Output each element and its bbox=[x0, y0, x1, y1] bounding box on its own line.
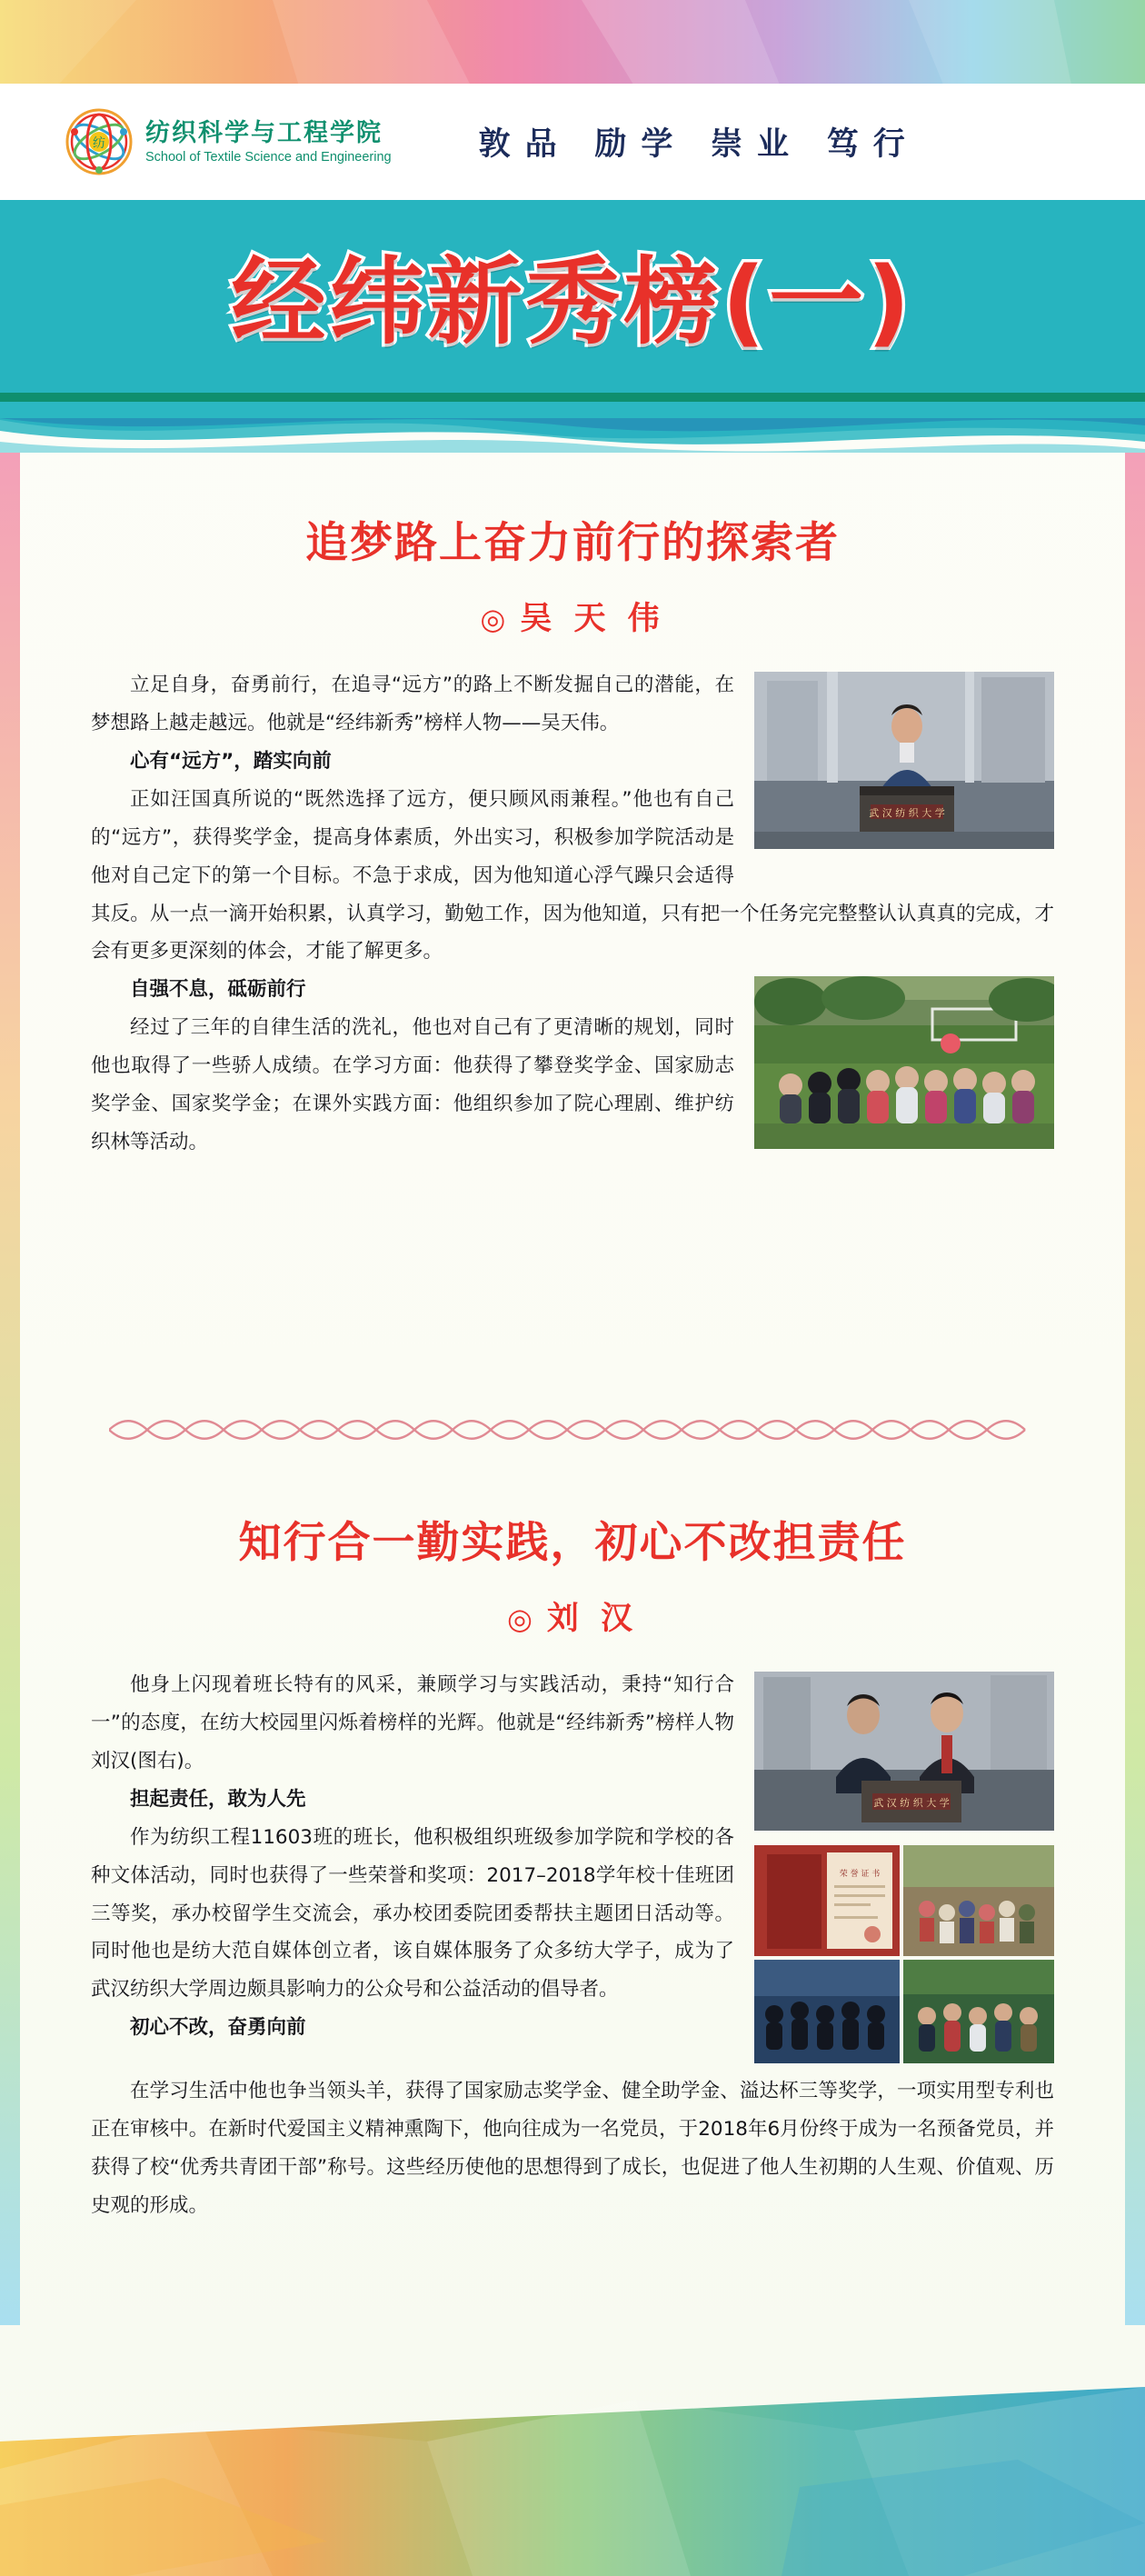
article-2-para-1: 他身上闪现着班长特有的风采，兼顾学习与实践活动，秉持“知行合一”的态度，在纺大校园里闪烁着榜样的光辉。他就是“经纬新秀”榜样人物刘汉(图右)。 bbox=[91, 1673, 734, 1772]
atom-emblem-icon bbox=[65, 108, 133, 175]
article-1-para-1: 立足自身，奋勇前行，在追寻“远方”的路上不断发掘自己的潜能，在梦想路上越走越远。他就是“经纬新秀”榜样人物——吴天伟。 bbox=[91, 674, 734, 734]
top-decorative-band bbox=[0, 0, 1145, 89]
article-2-title: 知行合一勤实践，初心不改担责任 bbox=[238, 1518, 907, 1568]
banner-underline-teal bbox=[0, 402, 1145, 418]
logo-chinese-name: 纺织科学与工程学院 bbox=[145, 118, 383, 146]
article-2-body bbox=[91, 1666, 1054, 2225]
school-logo bbox=[65, 108, 392, 175]
photo-classroom-group bbox=[903, 1960, 1054, 2063]
photo-team-basketball bbox=[754, 1960, 900, 2063]
article-1 bbox=[91, 509, 1054, 1162]
banner-title: 经纬新秀榜(一) bbox=[231, 246, 914, 357]
photo-group-field bbox=[754, 976, 1054, 1149]
svg-text:荣 誉 证 书: 荣 誉 证 书 bbox=[839, 1870, 881, 1879]
photo-outdoor-activity bbox=[903, 1845, 1054, 1956]
banner-block bbox=[0, 200, 1145, 393]
logo-english-name: School of Textile Science and Engineering bbox=[145, 149, 392, 165]
svg-text:纺: 纺 bbox=[93, 136, 105, 151]
banner-wave-strip bbox=[0, 418, 1145, 453]
article-2-author: ◎ 刘 汉 bbox=[506, 1600, 639, 1637]
article-1-subhead-1: 心有“远方”，踏实向前 bbox=[130, 749, 332, 773]
article-2-subhead-2: 初心不改，奋勇向前 bbox=[130, 2016, 306, 2040]
right-edge-bar bbox=[1125, 453, 1145, 2325]
left-edge-bar bbox=[0, 453, 20, 2325]
section-divider bbox=[109, 1418, 1036, 1442]
banner-underline-green bbox=[0, 393, 1145, 402]
photo-speech-podium bbox=[754, 672, 1054, 849]
photo-two-students-stage bbox=[754, 1672, 1054, 1831]
author-mark-icon-2: ◎ bbox=[506, 1602, 538, 1636]
photo-certificate-award bbox=[754, 1845, 900, 1956]
svg-text:武 汉 纺 织 大 学: 武 汉 纺 织 大 学 bbox=[869, 807, 945, 819]
bottom-decorative-band bbox=[0, 2332, 1145, 2576]
svg-text:武 汉 纺 织 大 学: 武 汉 纺 织 大 学 bbox=[873, 1797, 950, 1809]
article-1-author: ◎ 吴 天 伟 bbox=[480, 600, 665, 637]
article-2-subhead-1: 担起责任，敢为人先 bbox=[130, 1787, 306, 1811]
article-1-para-3: 经过了三年的自律生活的洗礼，他也对自己有了更清晰的规划，同时他也取得了一些骄人成绩。在学习方面：他获得了攀登奖学金、国家励志奖学金、国家奖学金；在课外实践方面：他组织参加了院心理剧、维护纺织林等活动。 bbox=[91, 1016, 734, 1154]
article-2-para-2: 作为纺织工程11603班的班长，他积极组织班级参加学院和学校的各种文体活动，同时也获得了一些荣誉和奖项：2017–2018学年校十佳班团三等奖，承办校留学生交流会，承办校团委院团委帮扶主题团日活动等。同时他也是纺大范自媒体创立者，该自媒体服务了众多纺大学子，成为了武汉纺织大学周边颇具影响力的公众号和公益活动的倡导者。 bbox=[91, 1825, 734, 2002]
school-motto: 敦品 励学 崇业 笃行 bbox=[478, 126, 920, 162]
author-mark-icon: ◎ bbox=[480, 602, 512, 636]
article-2-para-3: 在学习生活中他也争当领头羊，获得了国家励志奖学金、健全助学金、溢达杯三等奖学，一项实用型专利也正在审核中。在新时代爱国主义精神熏陶下，他向往成为一名党员，于2018年6月份终于成为一名预备党员，并获得了校“优秀共青团干部”称号。这些经历使他的思想得到了成长，也促进了他人生初期的人生观、价值观、历史观的形成。 bbox=[91, 2080, 1054, 2217]
page-header bbox=[0, 84, 1145, 200]
article-1-para-2: 正如汪国真所说的“既然选择了远方，便只顾风雨兼程。”他也有自己的“远方”，获得奖学金，提高身体素质，外出实习，积极参加学院活动是他对自己定下的第一个目标。不急于求成，因为他知道心浮气躁只会适得其反。从一点一滴开始积累，认真学习，勤勉工作，因为他知道，只有把一个任务完完整整认认真真的完成，才会有更多更深刻的体会，才能了解更多。 bbox=[91, 787, 1054, 964]
article-2 bbox=[91, 1509, 1054, 2225]
article-1-body bbox=[91, 666, 1054, 1162]
article-1-title: 追梦路上奋力前行的探索者 bbox=[305, 518, 840, 568]
article-1-subhead-2: 自强不息，砥砺前行 bbox=[130, 978, 306, 1002]
photo-grid-cluster bbox=[754, 1845, 1054, 2063]
